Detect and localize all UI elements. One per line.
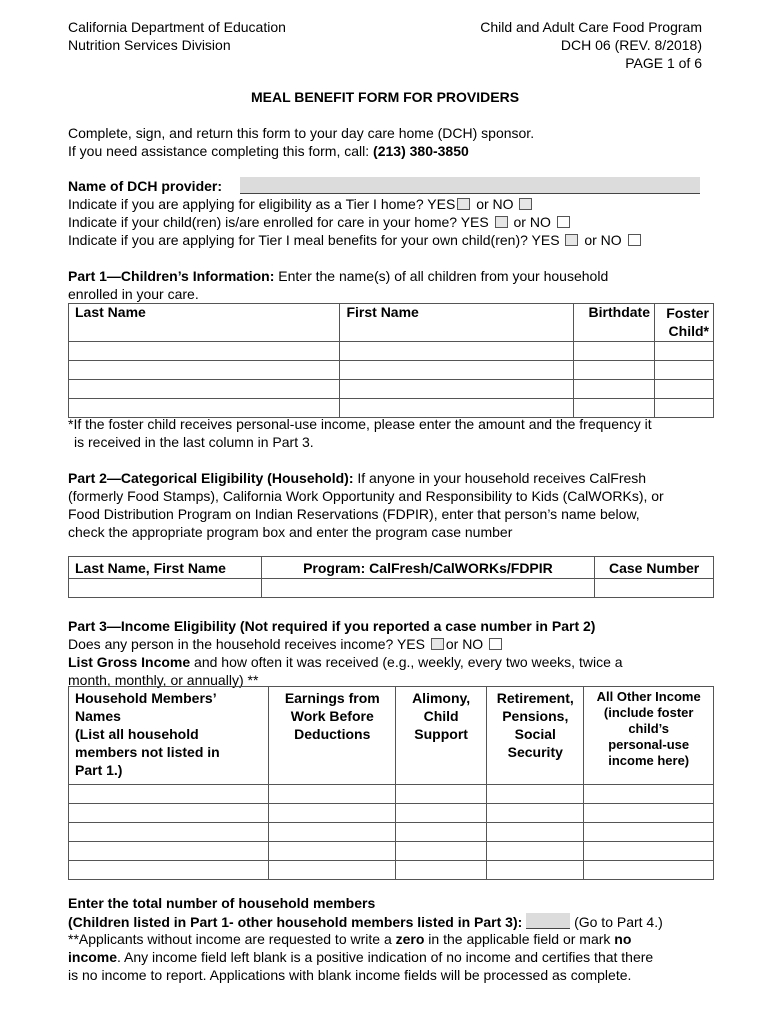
part1-text2: enrolled in your care. [68, 286, 199, 302]
col4-line: Security [507, 744, 563, 760]
cell[interactable] [269, 823, 396, 842]
cell[interactable] [69, 342, 340, 361]
phone-number: (213) 380-3850 [373, 143, 469, 159]
own-children-yes-checkbox[interactable] [565, 234, 578, 246]
child-label: Child* [668, 323, 709, 339]
cell[interactable] [340, 342, 574, 361]
col1-line: (List all household [75, 726, 199, 742]
part2-line4: check the appropriate program box and enter the program case number [68, 524, 513, 540]
provider-name-field[interactable] [240, 177, 700, 194]
part3-heading: Part 3—Income Eligibility (Not required if you reported a case number in Part 2) [68, 618, 596, 634]
cell[interactable] [584, 823, 714, 842]
table-header-row [69, 557, 714, 579]
cell[interactable] [396, 785, 487, 804]
table-row[interactable] [69, 342, 714, 361]
cell[interactable] [69, 842, 269, 861]
col2-line: Deductions [294, 726, 371, 742]
col2-line: Work Before [290, 708, 374, 724]
col1-line: members not listed in [75, 744, 220, 760]
col-birthdate: Birthdate [574, 304, 655, 342]
part2-intro [68, 470, 646, 486]
tier1-home-question-text: Indicate if you are applying for eligibility as a Tier I home? YES [68, 196, 456, 212]
part1-text: Enter the name(s) of all children from your household [274, 268, 609, 284]
note-line1 [68, 931, 631, 947]
table-row[interactable] [69, 579, 714, 598]
cell[interactable] [69, 861, 269, 880]
col5-line: (include foster [603, 705, 694, 720]
col-retirement [487, 687, 584, 785]
col-first-name: First Name [340, 304, 574, 342]
cell[interactable] [584, 804, 714, 823]
cell[interactable] [487, 861, 584, 880]
cell[interactable] [69, 361, 340, 380]
table-row[interactable] [69, 399, 714, 418]
part2-line2: (formerly Food Stamps), California Work Opportunity and Responsibility to Kids (CalWORKs), or [68, 488, 664, 504]
cell[interactable] [69, 399, 340, 418]
cell[interactable] [584, 861, 714, 880]
col5-line: personal-use [608, 737, 690, 752]
col-other-income [584, 687, 714, 785]
col-foster-child [654, 304, 713, 342]
total-line2 [68, 913, 663, 930]
table-row[interactable] [69, 785, 714, 804]
total-line2-text: (Children listed in Part 1- other household members listed in Part 3): [68, 914, 523, 930]
cell[interactable] [487, 804, 584, 823]
tier1-home-question [68, 196, 534, 212]
cell[interactable] [654, 342, 713, 361]
children-enrolled-no-checkbox[interactable] [557, 216, 570, 228]
cell[interactable] [396, 823, 487, 842]
cell[interactable] [69, 785, 269, 804]
table-header-row [69, 304, 714, 342]
col-name: Last Name, First Name [69, 557, 262, 579]
goto-part4: (Go to Part 4.) [570, 914, 663, 930]
income-question [68, 636, 504, 652]
list-gross-income-text2: month, monthly, or annually) ** [68, 672, 259, 688]
cell[interactable] [595, 579, 714, 598]
total-line1: Enter the total number of household members [68, 895, 376, 911]
table-row[interactable] [69, 380, 714, 399]
col1-line: Names [75, 708, 121, 724]
part1-footnote1: *If the foster child receives personal-use income, please enter the amount and the frequency it [68, 416, 652, 432]
cell[interactable] [574, 380, 655, 399]
part1-heading: Part 1—Children’s Information: [68, 268, 275, 284]
table-row[interactable] [69, 861, 714, 880]
list-gross-income-text: and how often it was received (e.g., weekly, every two weeks, twice a [190, 654, 623, 670]
col4-line: Social [514, 726, 556, 742]
note-no: no [614, 931, 632, 947]
cell[interactable] [574, 342, 655, 361]
cell[interactable] [396, 804, 487, 823]
cell[interactable] [269, 804, 396, 823]
part2-heading: Part 2—Categorical Eligibility (Household): [68, 470, 354, 486]
col-case-number: Case Number [595, 557, 714, 579]
income-question-text: Does any person in the household receives income? YES [68, 636, 425, 652]
col3-line: Alimony, [412, 690, 471, 706]
cell[interactable] [396, 842, 487, 861]
part2-line3: Food Distribution Program on Indian Reservations (FDPIR), enter that person’s name below, [68, 506, 640, 522]
cell[interactable] [654, 361, 713, 380]
list-gross-income-bold: List Gross Income [68, 654, 191, 670]
table-header-row [69, 687, 714, 785]
cell[interactable] [574, 361, 655, 380]
page-number: PAGE 1 of 6 [625, 55, 702, 71]
form-title: MEAL BENEFIT FORM FOR PROVIDERS [250, 89, 520, 105]
intro-line2-text: If you need assistance completing this form, call: [68, 143, 374, 159]
col2-line: Earnings from [284, 690, 380, 706]
foster-label: Foster [666, 305, 709, 321]
cell[interactable] [269, 785, 396, 804]
or-no-label: or NO [584, 232, 622, 248]
col4-line: Retirement, [496, 690, 574, 706]
tier1-home-yes-checkbox[interactable] [457, 198, 470, 210]
form-number: DCH 06 (REV. 8/2018) [560, 37, 702, 53]
or-no-label: or NO [513, 214, 551, 230]
col5-line: All Other Income [596, 689, 701, 704]
col-last-name: Last Name [69, 304, 340, 342]
part1-intro [68, 268, 608, 284]
program-name: Child and Adult Care Food Program [480, 19, 702, 35]
cell[interactable] [340, 399, 574, 418]
table-row[interactable] [69, 804, 714, 823]
cell[interactable] [69, 380, 340, 399]
children-enrolled-question [68, 214, 572, 230]
note-b: in the applicable field or mark [424, 931, 615, 947]
note-zero: zero [395, 931, 425, 947]
income-yes-checkbox[interactable] [431, 638, 444, 650]
income-no-checkbox[interactable] [489, 638, 502, 650]
own-children-question-text: Indicate if you are applying for Tier I meal benefits for your own child(ren)? YES [68, 232, 560, 248]
or-no-label: or NO [445, 636, 484, 652]
children-enrolled-question-text: Indicate if your child(ren) is/are enrolled for care in your home? YES [68, 214, 489, 230]
col-alimony [396, 687, 487, 785]
children-table [68, 303, 714, 418]
col-program: Program: CalFresh/CalWORKs/FDPIR [261, 557, 595, 579]
intro-line1: Complete, sign, and return this form to your day care home (DCH) sponsor. [68, 125, 535, 141]
col5-line: income here) [608, 753, 690, 768]
cell[interactable] [340, 361, 574, 380]
col4-line: Pensions, [502, 708, 569, 724]
cell[interactable] [584, 842, 714, 861]
col5-line: child’s [628, 721, 670, 736]
col-household-members [69, 687, 269, 785]
cell[interactable] [487, 842, 584, 861]
total-members-field[interactable] [526, 913, 570, 929]
note-line3: is no income to report. Applications with blank income fields will be processed as complete. [68, 967, 632, 983]
cell[interactable] [654, 399, 713, 418]
table-row[interactable] [69, 361, 714, 380]
table-row[interactable] [69, 842, 714, 861]
note-a: **Applicants without income are requested to write a [68, 931, 396, 947]
cell[interactable] [261, 579, 595, 598]
col3-line: Child [423, 708, 459, 724]
col1-line: Household Members’ [75, 690, 217, 706]
cell[interactable] [269, 842, 396, 861]
cell[interactable] [396, 861, 487, 880]
cell[interactable] [340, 380, 574, 399]
children-enrolled-yes-checkbox[interactable] [495, 216, 508, 228]
cell[interactable] [69, 804, 269, 823]
col1-line: Part 1.) [75, 762, 123, 778]
col3-line: Support [414, 726, 468, 742]
cell[interactable] [269, 861, 396, 880]
tier1-home-no-checkbox[interactable] [519, 198, 532, 210]
col-earnings [269, 687, 396, 785]
note-income: income [68, 949, 118, 965]
cell[interactable] [69, 579, 262, 598]
note-line2 [68, 949, 653, 965]
cell[interactable] [654, 380, 713, 399]
own-children-question [68, 232, 643, 248]
part2-text: If anyone in your household receives CalFresh [353, 470, 647, 486]
cell[interactable] [487, 823, 584, 842]
provider-name-label: Name of DCH provider: [68, 178, 223, 194]
note-c: . Any income field left blank is a positive indication of no income and certifies that there [117, 949, 654, 965]
division-name: Nutrition Services Division [68, 37, 231, 53]
or-no-label: or NO [476, 196, 514, 212]
cell[interactable] [584, 785, 714, 804]
cell[interactable] [69, 823, 269, 842]
intro-line2 [68, 143, 469, 159]
categorical-table [68, 556, 714, 598]
list-gross-income [68, 654, 623, 670]
table-row[interactable] [69, 823, 714, 842]
own-children-no-checkbox[interactable] [628, 234, 641, 246]
part1-footnote2: is received in the last column in Part 3. [74, 434, 314, 450]
cell[interactable] [574, 399, 655, 418]
income-table [68, 686, 714, 880]
cell[interactable] [487, 785, 584, 804]
agency-name: California Department of Education [68, 19, 286, 35]
